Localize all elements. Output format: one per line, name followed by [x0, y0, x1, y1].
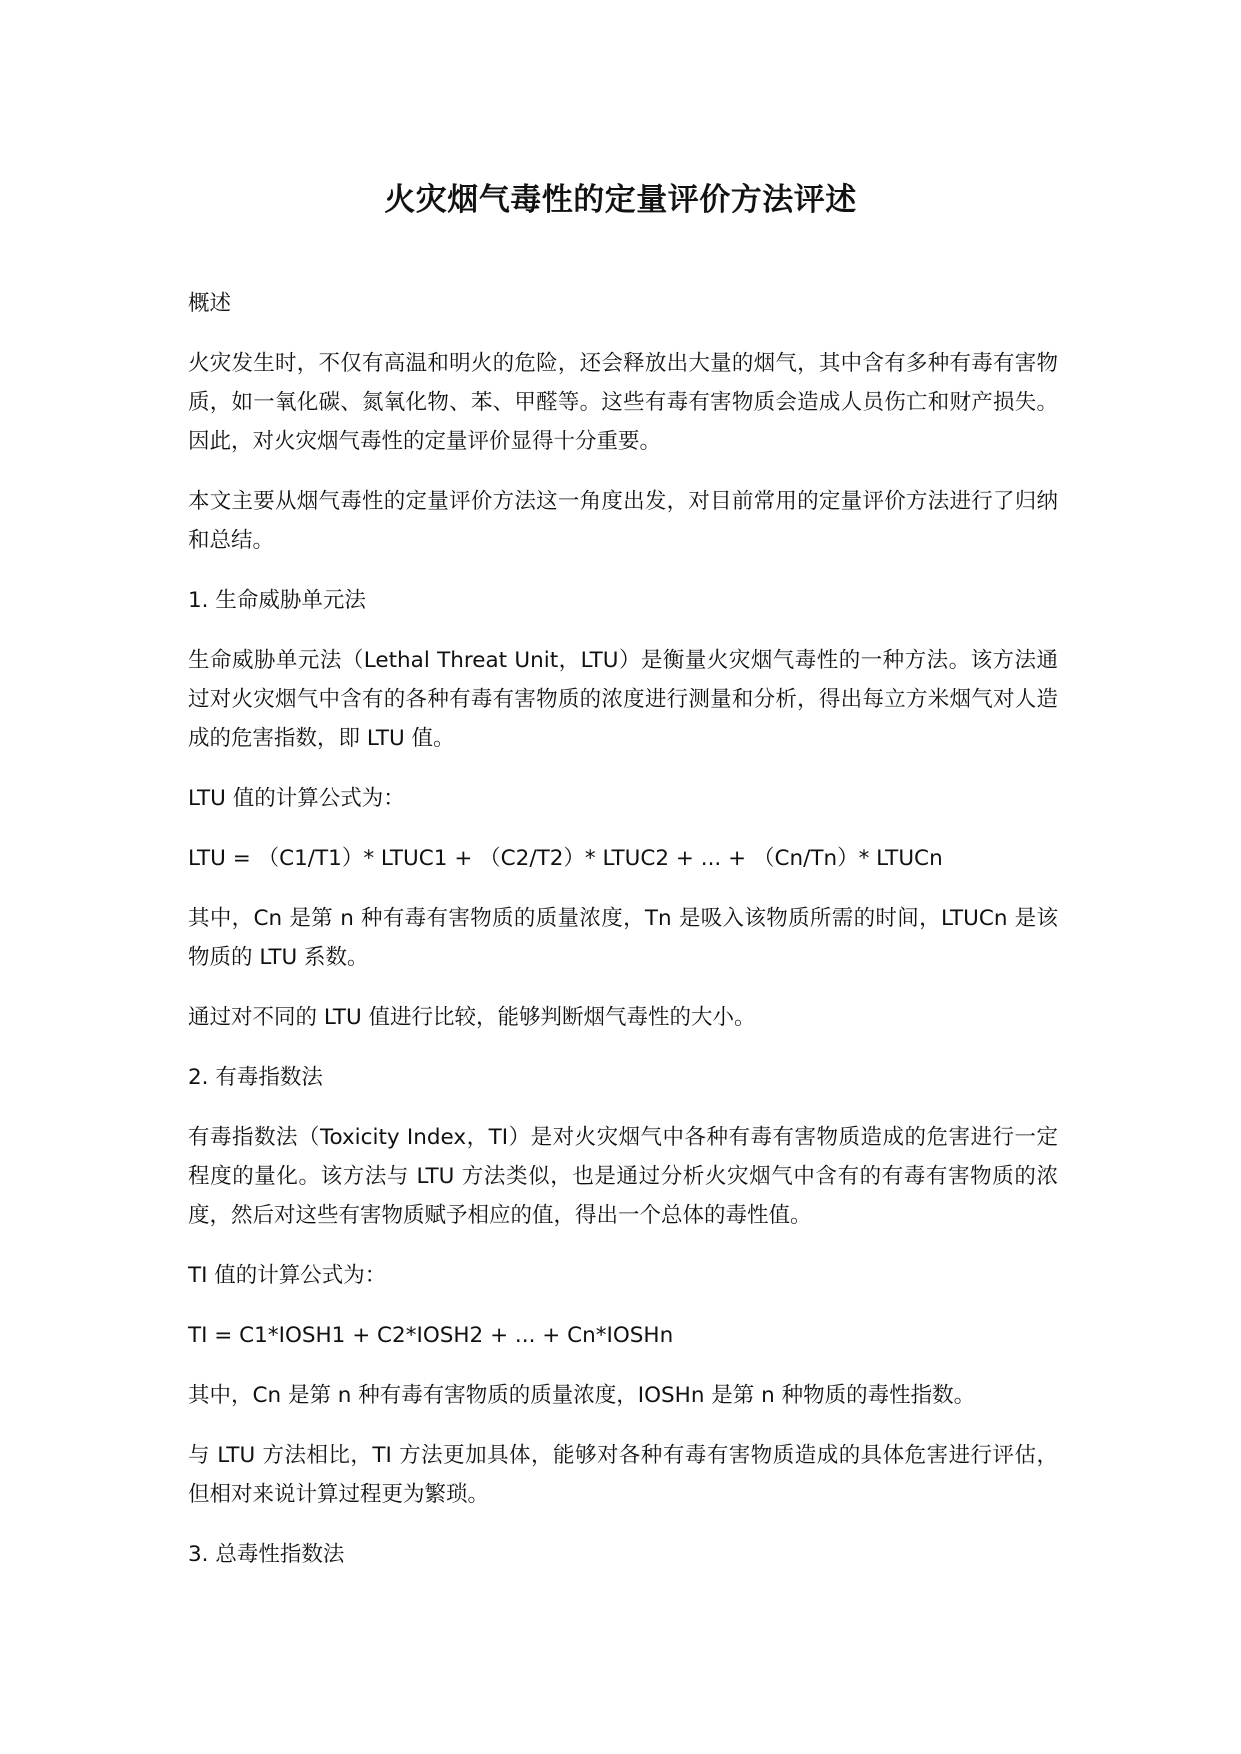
document-body: [188, 284, 1058, 1595]
section-heading-ltu: 1. 生命威胁单元法: [188, 588, 366, 613]
paragraph-intro: 火灾发生时，不仅有高温和明火的危险，还会释放出大量的烟气，其中含有多种有毒有害物质，如一氧化碳、氮氧化物、苯、甲醛等。这些有毒有害物质会造成人员伤亡和财产损失。因此，对火灾烟气毒性的定量评价显得十分重要。: [188, 351, 1058, 454]
paragraph-ti-formula-label: TI 值的计算公式为：: [188, 1263, 387, 1288]
section-heading-ti: 2. 有毒指数法: [188, 1065, 323, 1090]
paragraph-ti-comparison: 与 LTU 方法相比，TI 方法更加具体，能够对各种有毒有害物质造成的具体危害进行评估，但相对来说计算过程更为繁琐。: [188, 1443, 1058, 1507]
paragraph-ltu-variables: 其中，Cn 是第 n 种有毒有害物质的质量浓度，Tn 是吸入该物质所需的时间，LTUCn 是该物质的 LTU 系数。: [188, 906, 1058, 970]
section-heading-total-toxicity: 3. 总毒性指数法: [188, 1542, 345, 1567]
paragraph-ti-variables: 其中，Cn 是第 n 种有毒有害物质的质量浓度，IOSHn 是第 n 种物质的毒性指数。: [188, 1383, 976, 1408]
formula-ti: TI = C1*IOSH1 + C2*IOSH2 + ... + Cn*IOSHn: [188, 1323, 674, 1348]
section-heading-overview: 概述: [188, 291, 232, 316]
paragraph-ltu-definition: 生命威胁单元法（Lethal Threat Unit，LTU）是衡量火灾烟气毒性的一种方法。该方法通过对火灾烟气中含有的各种有毒有害物质的浓度进行测量和分析，得出每立方米烟气对人造成的危害指数，即 LTU 值。: [188, 648, 1058, 751]
paragraph-ltu-comparison: 通过对不同的 LTU 值进行比较，能够判断烟气毒性的大小。: [188, 1005, 756, 1030]
paragraph-ti-definition: 有毒指数法（Toxicity Index，TI）是对火灾烟气中各种有毒有害物质造成的危害进行一定程度的量化。该方法与 LTU 方法类似，也是通过分析火灾烟气中含有的有毒有害物质的浓度，然后对这些有害物质赋予相应的值，得出一个总体的毒性值。: [188, 1125, 1058, 1228]
paragraph-scope: 本文主要从烟气毒性的定量评价方法这一角度出发，对目前常用的定量评价方法进行了归纳和总结。: [188, 489, 1058, 553]
document-title: 火灾烟气毒性的定量评价方法评述: [384, 182, 857, 218]
paragraph-ltu-formula-label: LTU 值的计算公式为：: [188, 786, 405, 811]
formula-ltu: LTU = （C1/T1）* LTUC1 + （C2/T2）* LTUC2 + ... + （Cn/Tn）* LTUCn: [188, 846, 943, 871]
